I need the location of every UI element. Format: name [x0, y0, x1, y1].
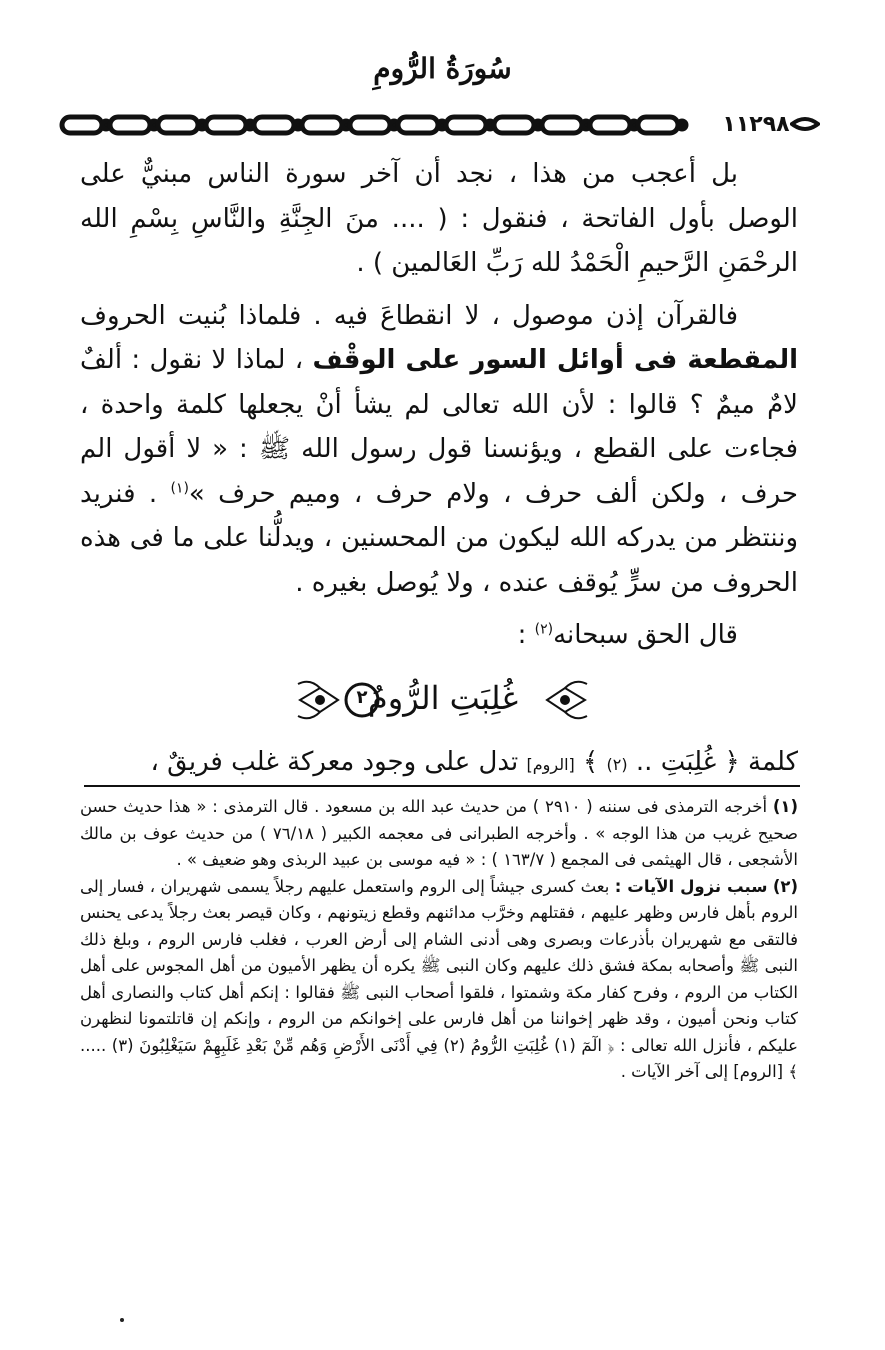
decorative-chain-border — [58, 108, 718, 142]
closing-text-b: تدل على وجود معركة غلب فريقٌ ، — [150, 747, 527, 777]
p2-text-b: ، لماذا لا نقول : ألفٌ لامٌ ميمٌ ؟ — [80, 345, 799, 420]
p1-line-2: بأول الفاتحة ، فنقول : ( .... منَ الجِنَّةِ والنَّاسِ بِسْمِ الله الرحْمَنِ — [80, 203, 798, 278]
closing-text-a: كلمة ﴿ غُلِبَتِ .. — [627, 747, 798, 777]
footnote-2-text: بعث كسرى جيشاً إلى الروم واستعمل عليهم رجلاً يسمى شهريران ، فسار إلى الروم بأهل فارس وظهر عليهم ، فقتلهم وخرَّب مدائنهم وقطع زيتونهم ، وكان قيصر بعث رجلاً يدعى يحنس فالتقى مع شهريران بأذرعات وبصرى وهى أدنى الشام إلى أرض العرب ، فغلب فارس الروم ، وبلغ ذلك النبى ﷺ وأصحابه بمكة فشق ذلك عليهم وكان النبى ﷺ يكره أن يظهر الأميون من أهل المجوس على أهل الكتاب من الروم ، وفرح كفار مكة وشمتوا ، فلقوا أصحاب النبى ﷺ فقالوا : إنكم أهل كتاب والنصارى أهل كتاب ونحن أميون ، وقد ظهر إخواننا من أهل فارس على إخوانكم من الروم ، وإنكم إن قاتلتمونا لنظهرن عليكم ، فأنزل الله تعالى : ﴿ الٓمٓ (١) غُلِبَتِ الرُّومُ (٢) فِي أَدْنَى الأَرْضِ وَهُم مِّنْ بَعْدِ غَلَبِهِمْ سَيَغْلِبُونَ (٣) ..... ﴾ [الروم] إلى آخر الآيات . — [80, 876, 799, 1081]
footnote-ref-2: (٢) — [534, 621, 554, 638]
verse-number: ٢ — [356, 687, 368, 708]
p2-bold-phrase: المقطعة فى أوائل السور على الوقْف — [312, 345, 799, 375]
p2-text-c: قالوا : لأن الله تعالى لم يشأ أنْ يجعلها كلمة واحدة ، فجاءت على القطع ، ويؤنسنا قول رسول الله ﷺ : « لا أقول الم حرف ، ولكن ألف حرف ، ولام حرف ، وميم حرف » — [80, 389, 798, 509]
closing-ayah-number: (٢) — [606, 755, 628, 774]
main-text — [80, 152, 798, 658]
closing-line — [80, 740, 798, 787]
paragraph-1 — [80, 152, 798, 286]
quran-verse: غُلِبَتِ الرُّومُ — [367, 679, 519, 717]
footnote-1-number: (١) — [772, 797, 798, 816]
p3-text: قال الحق سبحانه — [553, 620, 738, 650]
footnote-1-text: أخرجه الترمذى فى سننه ( ٢٩١٠ ) من حديث عبد الله بن مسعود . قال الترمذى : « هذا حديث حسن صحيح غريب من هذا الوجه » . وأخرجه الطبرانى فى معجمه الكبير ( ٧٦/١٨ ) من حديث عوف بن مالك الأشجعى ، قال الهيثمى فى المجمع ( ١٦٣/٧ ) : « فيه موسى بن عبيد الربذى وهو ضعيف » . — [80, 797, 798, 869]
closing-bracket: ﴾ — [574, 747, 607, 777]
paragraph-3 — [80, 613, 798, 658]
surah-title: سُورَةُ الرُّومِ — [373, 52, 512, 85]
footnote-2-number: (٢) — [772, 876, 799, 896]
footnote-2 — [80, 874, 798, 1086]
footnote-divider — [84, 785, 800, 787]
paragraph-2 — [80, 294, 798, 606]
p1-line-3: الرَّحيمِ الْحَمْدُ لله رَبِّ العَالمين ) . — [356, 248, 710, 278]
footnote-ref-1: (١) — [170, 479, 189, 496]
p2-text-d: . فنريد وننتظر من يدركه الله ليكون من المحسنين ، ويدلُّنا على ما فى هذه الحروف من سرٍّ يُوقف عنده ، ولا يُوصل بغيره . — [80, 478, 798, 598]
page-number: ١١٢٩٨ — [722, 112, 790, 137]
scan-speck — [120, 1318, 124, 1322]
p3-colon: : — [517, 620, 535, 650]
p2-text-a: فالقرآن إذن موصول ، لا انقطاعَ فيه . فلماذا بُنيت الحروف — [80, 300, 738, 331]
footnote-2-heading: سبب نزول الآيات : — [614, 876, 768, 896]
p1-line-1: بل أعجب من هذا ، نجد أن آخر سورة الناس مبنيٌّ على الوصل — [80, 159, 798, 234]
footnotes — [80, 794, 798, 1086]
footnote-1 — [80, 794, 798, 874]
closing-surah-ref: [الروم] — [526, 755, 575, 774]
